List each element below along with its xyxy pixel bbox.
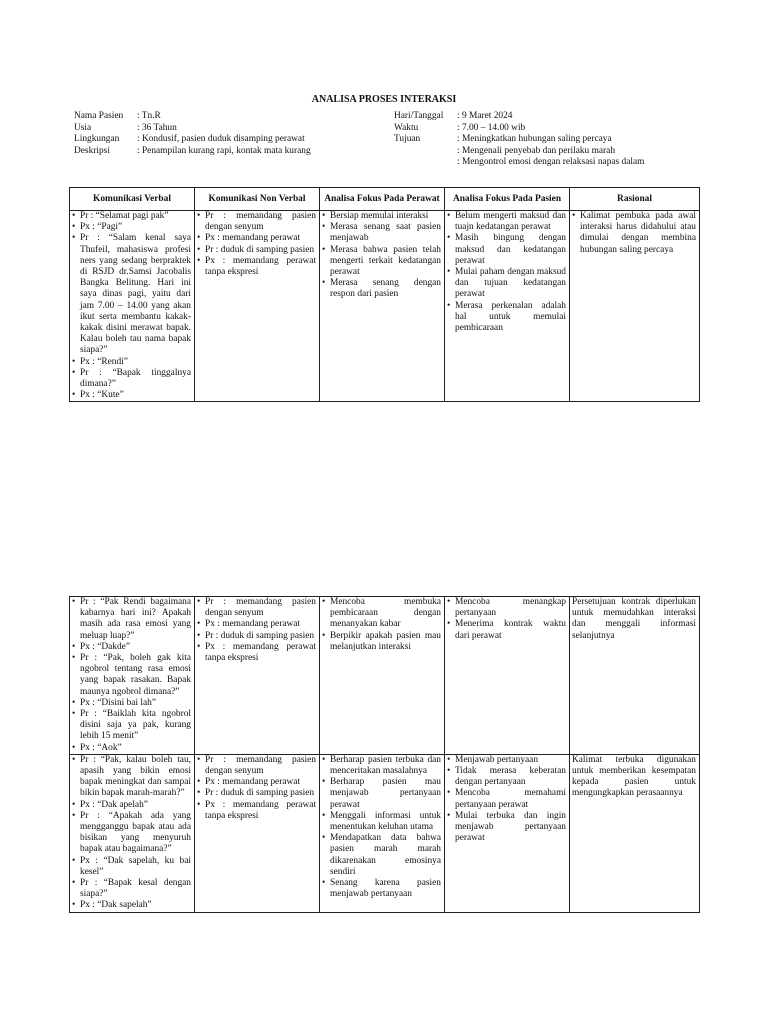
- info-row: [74, 134, 311, 146]
- list-item: • Merasa senang saat pasien menjawab: [322, 222, 441, 244]
- list-item: • Px : memandang perawat: [197, 619, 316, 630]
- list-item: • Mulai terbuka dan ingin menjawab pertanyaan perawat: [447, 811, 566, 845]
- table-row: [70, 597, 700, 755]
- list-item: • Pr : “Bapak tinggalnya dimana?”: [72, 368, 191, 390]
- list-item: • Pr : “Pak, kalau boleh tau, apasih yang bikin emosi bapak meningkat dan sampai bikin bapak marah-marah?”: [72, 755, 191, 800]
- cell-rasional: [570, 597, 700, 755]
- list-item: • Pr : memandang pasien dengan senyum: [197, 597, 316, 619]
- info-row: [394, 146, 644, 158]
- list-item: • Berharap pasien terbuka dan menceritakan masalahnya: [322, 755, 441, 777]
- table-header-row: [70, 188, 700, 211]
- info-value: : 36 Tahun: [137, 122, 177, 133]
- list-item: • Senang karena pasien menjawab pertanyaan: [322, 878, 441, 900]
- list-item: • Pr : “Salam kenal saya Thufeil, mahasiswa profesi ners yang sedang berpraktek di RSJD dr.Samsi Jacobalis Bangka Belitung. Hari ini saya dinas pagi, yaitu dari jam 7.00 – 14.00 yang akan ikut serta membantu kakak-kakak disini merawat bapak. Kalau boleh tau nama bapak siapa?”: [72, 233, 191, 356]
- header-perawat: Analisa Fokus Pada Perawat: [320, 188, 445, 211]
- list-item: • Px : “Dakde”: [72, 642, 191, 653]
- cell-pasien: [445, 754, 570, 912]
- header-nonverbal: Komunikasi Non Verbal: [195, 188, 320, 211]
- info-value: : Mengontrol emosi dengan relaksasi napas dalam: [457, 157, 645, 167]
- list-item: • Mencoba memahami pertanyaan perawat: [447, 788, 566, 810]
- info-row: [74, 111, 311, 123]
- list-item: • Kalimat pembuka pada awal interaksi harus didahului atau dimulai dengan membina hubungan saling percaya: [572, 211, 696, 256]
- list-item: • Masih bingung dengan maksud dan kedatangan perawat: [447, 233, 566, 267]
- cell-rasional: [570, 211, 700, 402]
- header-pasien: Analisa Fokus Pada Pasien: [445, 188, 570, 211]
- info-label: Hari/Tanggal: [394, 111, 444, 121]
- info-row: [74, 146, 311, 158]
- info-value: : Penampilan kurang rapi, kontak mata kurang: [137, 145, 311, 156]
- table-row: [70, 211, 700, 402]
- list-item: • Pr : “Pak Rendi bagaimana kabarnya hari ini? Apakah masih ada rasa emosi yang meluap luap?”: [72, 597, 191, 642]
- list-item: • Berpikir apakah pasien mau melanjutkan interaksi: [322, 631, 441, 653]
- cell-nonverbal: [195, 211, 320, 402]
- list-item: • Px : memandang perawat tanpa ekspresi: [197, 800, 316, 822]
- list-item: • Pr : “Baiklah kita ngobrol disini saja ya pak, kurang lebih 15 menit”: [72, 709, 191, 743]
- list-item: • Mencoba menangkap pertanyaan: [447, 597, 566, 619]
- list-item: • Pr : duduk di samping pasien: [197, 631, 316, 642]
- list-item: • Menggali informasi untuk menentukan keluhan utama: [322, 811, 441, 833]
- list-item: • Pr : “Selamat pagi pak”: [72, 211, 191, 222]
- list-item: • Px : “Dak sapelah, ku bai kesel”: [72, 856, 191, 878]
- info-label: Nama Pasien: [74, 111, 124, 121]
- list-item: • Mulai paham dengan maksud dan tujuan kedatangan perawat: [447, 267, 566, 301]
- info-row: [394, 111, 644, 123]
- cell-pasien: [445, 211, 570, 402]
- info-value: : Kondusif, pasien duduk disamping perawat: [137, 134, 305, 144]
- info-label: Tujuan: [394, 134, 421, 144]
- cell-nonverbal: [195, 597, 320, 755]
- list-item: • Px : “Aok”: [72, 743, 191, 754]
- info-value: : 9 Maret 2024: [457, 111, 513, 121]
- list-item: • Pr : “Apakah ada yang mengganggu bapak atau ada bisikan yang menyuruh bapak atau bagaimana?”: [72, 811, 191, 856]
- interaction-table-2: [69, 596, 700, 913]
- list-item: • Tidak merasa keberatan dengan pertanyaan: [447, 766, 566, 788]
- list-item: • Menjawab pertanyaan: [447, 755, 566, 766]
- info-value: : Meningkatkan hubungan saling percaya: [457, 134, 612, 144]
- list-item: • Pr : “Pak, boleh gak kita ngobrol tentang rasa emosi yang bapak rasakan. Bapak maunya ngobrol dimana?”: [72, 653, 191, 698]
- info-row: [394, 134, 644, 146]
- list-item: • Pr : memandang pasien dengan senyum: [197, 755, 316, 777]
- info-label: Usia: [74, 122, 92, 133]
- cell-rasional: [570, 754, 700, 912]
- cell-verbal: [70, 211, 195, 402]
- list-item: • Merasa perkenalan adalah hal untuk memulai pembicaraan: [447, 301, 566, 335]
- list-item: • Merasa senang dengan respon dari pasien: [322, 278, 441, 300]
- list-item: • Px : memandang perawat: [197, 777, 316, 788]
- list-item: • Berharap pasien mau menjawab pertanyaan perawat: [322, 777, 441, 811]
- list-item: • Bersiap memulai interaksi: [322, 211, 441, 222]
- list-item: • Pr : memandang pasien dengan senyum: [197, 211, 316, 233]
- rasional-text: Kalimat terbuka digunakan untuk memberikan kesempatan kepada pasien untuk mengungkapkan perasaannya: [572, 754, 696, 799]
- list-item: • Belum mengerti maksud dan tuajn kedatangan perawat: [447, 211, 566, 233]
- list-item: • Px : “Dak apelah”: [72, 800, 191, 811]
- info-label: Waktu: [394, 122, 419, 133]
- list-item: • Px : memandang perawat: [197, 233, 316, 244]
- list-item: • Mendapatkan data bahwa pasien marah marah dikarenakan emosinya sendiri: [322, 833, 441, 878]
- list-item: • Px : “Dak sapelah”: [72, 900, 191, 911]
- list-item: • Pr : “Bapak kesal dengan siapa?”: [72, 878, 191, 900]
- document-title: ANALISA PROSES INTERAKSI: [311, 94, 457, 105]
- list-item: • Px : “Rendi”: [72, 357, 191, 368]
- list-item: • Px : “Kute”: [72, 390, 191, 401]
- header-rasional: Rasional: [570, 188, 700, 211]
- info-label: Lingkungan: [74, 134, 120, 144]
- info-value: : Mengenali penyebab dan perilaku marah: [457, 145, 616, 156]
- rasional-text: Persetujuan kontrak diperlukan untuk memudahkan interaksi dan menggali informasi selanjutnya: [572, 597, 696, 641]
- interaction-table-1: [69, 187, 700, 402]
- info-value: : Tn.R: [137, 111, 161, 121]
- header-verbal: Komunikasi Verbal: [70, 188, 195, 211]
- info-row: [394, 123, 644, 135]
- info-row: [74, 123, 311, 135]
- info-label: Deskripsi: [74, 145, 110, 156]
- info-row: [394, 157, 644, 169]
- cell-verbal: [70, 754, 195, 912]
- info-value: : 7.00 – 14.00 wib: [457, 122, 526, 133]
- list-item: • Menerima kontrak waktu dari perawat: [447, 619, 566, 641]
- cell-perawat: [320, 754, 445, 912]
- list-item: • Px : “Disini bai lah”: [72, 698, 191, 709]
- session-info: [394, 111, 644, 169]
- cell-perawat: [320, 211, 445, 402]
- list-item: • Merasa bahwa pasien telah mengerti terkait kedatangan perawat: [322, 245, 441, 279]
- list-item: • Px : memandang perawat tanpa ekspresi: [197, 256, 316, 278]
- list-item: • Px : memandang perawat tanpa ekspresi: [197, 642, 316, 664]
- cell-pasien: [445, 597, 570, 755]
- cell-nonverbal: [195, 754, 320, 912]
- table-row: [70, 754, 700, 912]
- list-item: • Mencoba membuka pembicaraan dengan menanyakan kabar: [322, 597, 441, 631]
- list-item: • Px : “Pagi”: [72, 222, 191, 233]
- cell-verbal: [70, 597, 195, 755]
- patient-info: [74, 111, 311, 157]
- list-item: • Pr : duduk di samping pasien: [197, 788, 316, 799]
- cell-perawat: [320, 597, 445, 755]
- list-item: • Pr : duduk di samping pasien: [197, 245, 316, 256]
